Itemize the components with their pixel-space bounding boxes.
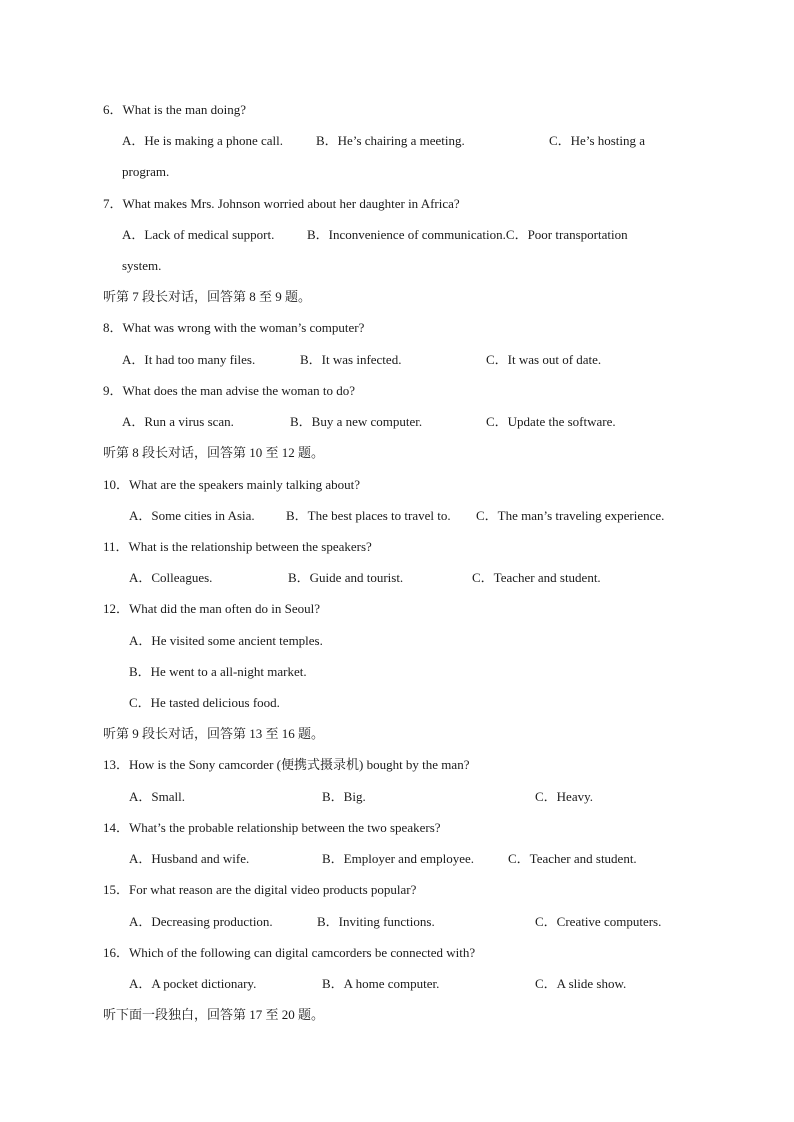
question-6-option-c: C．He’s hosting a bbox=[549, 133, 646, 148]
question-13-option-c: C．Heavy. bbox=[535, 789, 594, 804]
question-6-option-a: A．He is making a phone call. bbox=[122, 133, 284, 148]
section-9-instruction: 听第 9 段长对话，回答第 13 至 16 题。 bbox=[103, 726, 325, 741]
question-14-stem: 14．What’s the probable relationship between the two speakers? bbox=[103, 820, 441, 835]
question-11-option-a: A．Colleagues. bbox=[129, 570, 213, 585]
question-15-option-b: B．Inviting functions. bbox=[317, 914, 435, 929]
question-6-stem: 6．What is the man doing? bbox=[103, 102, 246, 117]
question-15-option-a: A．Decreasing production. bbox=[129, 914, 273, 929]
question-15-option-c: C．Creative computers. bbox=[535, 914, 662, 929]
section-7-instruction: 听第 7 段长对话，回答第 8 至 9 题。 bbox=[103, 289, 312, 304]
question-13-option-a: A．Small. bbox=[129, 789, 185, 804]
question-10-option-a: A．Some cities in Asia. bbox=[129, 508, 255, 523]
question-8-option-c: C．It was out of date. bbox=[486, 352, 602, 367]
question-6-option-b: B．He’s chairing a meeting. bbox=[316, 133, 465, 148]
question-7-option-b: B．Inconvenience of communication.C．Poor transportation bbox=[307, 227, 628, 242]
question-16-stem: 16．Which of the following can digital camcorders be connected with? bbox=[103, 945, 476, 960]
question-8-option-a: A．It had too many files. bbox=[122, 352, 256, 367]
question-12-option-c: C．He tasted delicious food. bbox=[129, 695, 280, 710]
question-16-option-b: B．A home computer. bbox=[322, 976, 440, 991]
question-7-stem: 7．What makes Mrs. Johnson worried about her daughter in Africa? bbox=[103, 196, 460, 211]
question-16-option-c: C．A slide show. bbox=[535, 976, 627, 991]
question-11-stem: 11．What is the relationship between the speakers? bbox=[103, 539, 372, 554]
question-8-stem: 8．What was wrong with the woman’s computer? bbox=[103, 320, 365, 335]
question-7-option-c-continued: system. bbox=[122, 258, 162, 273]
question-10-option-b: B．The best places to travel to. bbox=[286, 508, 451, 523]
question-14-option-c: C．Teacher and student. bbox=[508, 851, 637, 866]
question-11-option-b: B．Guide and tourist. bbox=[288, 570, 404, 585]
question-11-option-c: C．Teacher and student. bbox=[472, 570, 601, 585]
question-8-option-b: B．It was infected. bbox=[300, 352, 402, 367]
question-13-stem: 13．How is the Sony camcorder (便携式摄录机) bought by the man? bbox=[103, 757, 470, 772]
question-15-stem: 15．For what reason are the digital video products popular? bbox=[103, 882, 417, 897]
section-8-instruction: 听第 8 段长对话，回答第 10 至 12 题。 bbox=[103, 445, 325, 460]
section-10-instruction: 听下面一段独白，回答第 17 至 20 题。 bbox=[103, 1007, 325, 1022]
question-7-option-a: A．Lack of medical support. bbox=[122, 227, 275, 242]
question-6-option-c-continued: program. bbox=[122, 164, 170, 179]
question-9-option-b: B．Buy a new computer. bbox=[290, 414, 423, 429]
question-12-option-a: A．He visited some ancient temples. bbox=[129, 633, 323, 648]
question-9-stem: 9．What does the man advise the woman to do? bbox=[103, 383, 355, 398]
question-9-option-c: C．Update the software. bbox=[486, 414, 616, 429]
question-12-option-b: B．He went to a all-night market. bbox=[129, 664, 307, 679]
question-12-stem: 12．What did the man often do in Seoul? bbox=[103, 601, 320, 616]
question-9-option-a: A．Run a virus scan. bbox=[122, 414, 234, 429]
question-14-option-b: B．Employer and employee. bbox=[322, 851, 474, 866]
question-13-option-b: B．Big. bbox=[322, 789, 366, 804]
question-10-option-c: C．The man’s traveling experience. bbox=[476, 508, 665, 523]
question-10-stem: 10．What are the speakers mainly talking about? bbox=[103, 477, 361, 492]
question-16-option-a: A．A pocket dictionary. bbox=[129, 976, 257, 991]
question-14-option-a: A．Husband and wife. bbox=[129, 851, 250, 866]
